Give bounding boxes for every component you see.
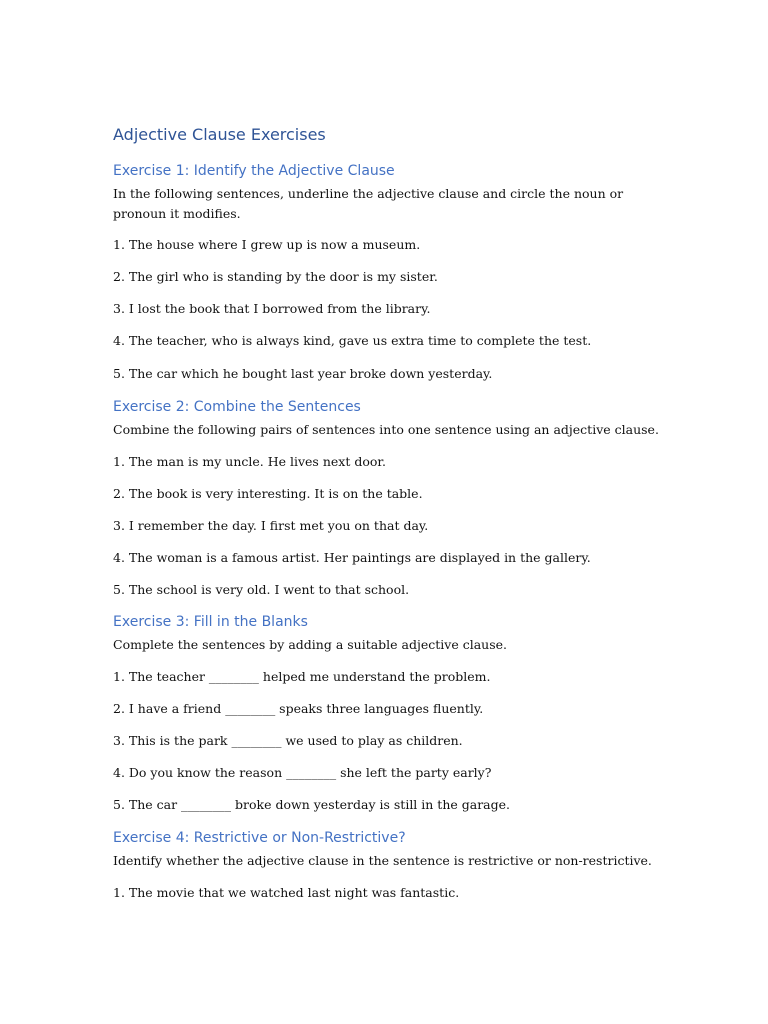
exercise-1-item-4: 4. The teacher, who is always kind, gave us extra time to complete the test. xyxy=(113,333,592,348)
exercise-4-instruction: Identify whether the adjective clause in the sentence is restrictive or non-restrictive. xyxy=(113,853,652,868)
exercise-3-item-5: 5. The car ________ broke down yesterday is still in the garage. xyxy=(113,797,511,812)
exercise-2-item-5: 5. The school is very old. I went to that school. xyxy=(113,582,410,597)
exercise-2-heading: Exercise 2: Combine the Sentences xyxy=(113,399,361,415)
exercise-3-heading: Exercise 3: Fill in the Blanks xyxy=(113,614,308,630)
exercise-3-item-4: 4. Do you know the reason ________ she left the party early? xyxy=(113,765,492,780)
exercise-3-item-1: 1. The teacher ________ helped me understand the problem. xyxy=(113,669,491,684)
exercise-2-item-2: 2. The book is very interesting. It is on the table. xyxy=(113,486,423,501)
exercise-2-instruction: Combine the following pairs of sentences into one sentence using an adjective clause. xyxy=(113,422,659,437)
exercise-1-instruction: In the following sentences, underline the adjective clause and circle the noun or pronoun it modifies. xyxy=(113,186,624,221)
exercise-2-item-3: 3. I remember the day. I first met you on that day. xyxy=(113,518,429,533)
exercise-1-heading: Exercise 1: Identify the Adjective Clause xyxy=(113,163,395,179)
exercise-3-instruction: Complete the sentences by adding a suitable adjective clause. xyxy=(113,637,508,652)
exercise-4-item-1: 1. The movie that we watched last night was fantastic. xyxy=(113,885,460,900)
exercise-3-item-2: 2. I have a friend ________ speaks three languages fluently. xyxy=(113,701,484,716)
exercise-4-heading: Exercise 4: Restrictive or Non-Restrictive? xyxy=(113,830,406,846)
exercise-1-item-3: 3. I lost the book that I borrowed from the library. xyxy=(113,301,431,316)
exercise-3-item-3: 3. This is the park ________ we used to play as children. xyxy=(113,733,463,748)
exercise-1-item-2: 2. The girl who is standing by the door is my sister. xyxy=(113,269,438,284)
exercise-2-item-4: 4. The woman is a famous artist. Her paintings are displayed in the gallery. xyxy=(113,550,591,565)
document-title: Adjective Clause Exercises xyxy=(113,125,326,144)
exercise-2-item-1: 1. The man is my uncle. He lives next door. xyxy=(113,454,386,469)
exercise-1-item-5: 5. The car which he bought last year broke down yesterday. xyxy=(113,366,493,381)
exercise-1-item-1: 1. The house where I grew up is now a museum. xyxy=(113,237,421,252)
